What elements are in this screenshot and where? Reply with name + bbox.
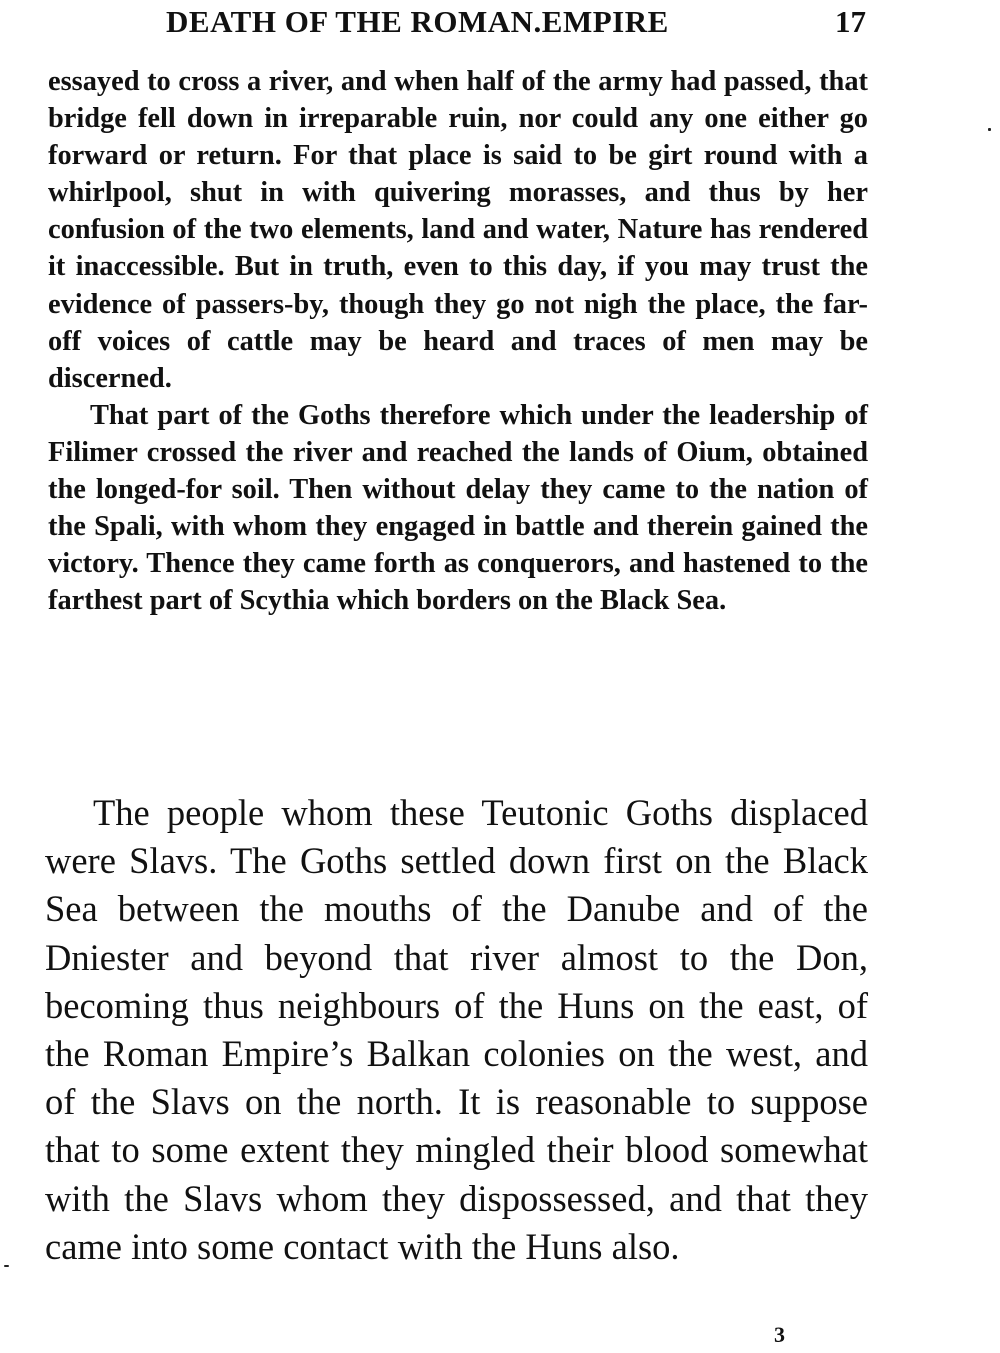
page-number: 17 xyxy=(835,4,866,39)
quote-paragraph: essayed to cross a river, and when half of the army had passed, that bridge fell down in irreparable ruin, nor could any one either go forward or return. For that place is said to be girt round with a whirlpool, shut in with quivering morasses, and thus by her confusion of the two elements, land and water, Nature has rendered it inaccessible. But in truth, even to this day, if you may trust the evidence of passers-by, though they go not nigh the place, the far-off voices of cattle may be heard and traces of men may be discerned. xyxy=(48,66,868,394)
quote-paragraph: That part of the Goths therefore which under the leadership of Filimer crossed the river and reached the lands of Oium, obtained the longed-for soil. Then without delay they came to the nation of the Spali, with whom they engaged in battle and therein gained the victory. Thence they came forth as conquerors, and hastened to the farthest part of Scythia which borders on the Black Sea. xyxy=(48,399,868,617)
margin-speck xyxy=(4,1265,9,1267)
body-text xyxy=(45,789,868,1271)
signature-mark: 3 xyxy=(774,1322,785,1347)
margin-speck xyxy=(988,128,991,131)
running-title: DEATH OF THE ROMAN.EMPIRE xyxy=(166,4,669,39)
quoted-passage xyxy=(48,63,868,619)
body-paragraph: The people whom these Teutonic Goths displaced were Slavs. The Goths settled down first on the Black Sea between the mouths of the Danube and of the Dniester and beyond that river almost to the Don, becoming thus neighbours of the Huns on the east, of the Roman Empire’s Balkan colonies on the west, and of the Slavs on the north. It is reasonable to suppose that to some extent they mingled their blood somewhat with the Slavs whom they dispossessed, and that they came into some contact with the Huns also. xyxy=(45,792,868,1267)
running-head xyxy=(48,2,868,42)
